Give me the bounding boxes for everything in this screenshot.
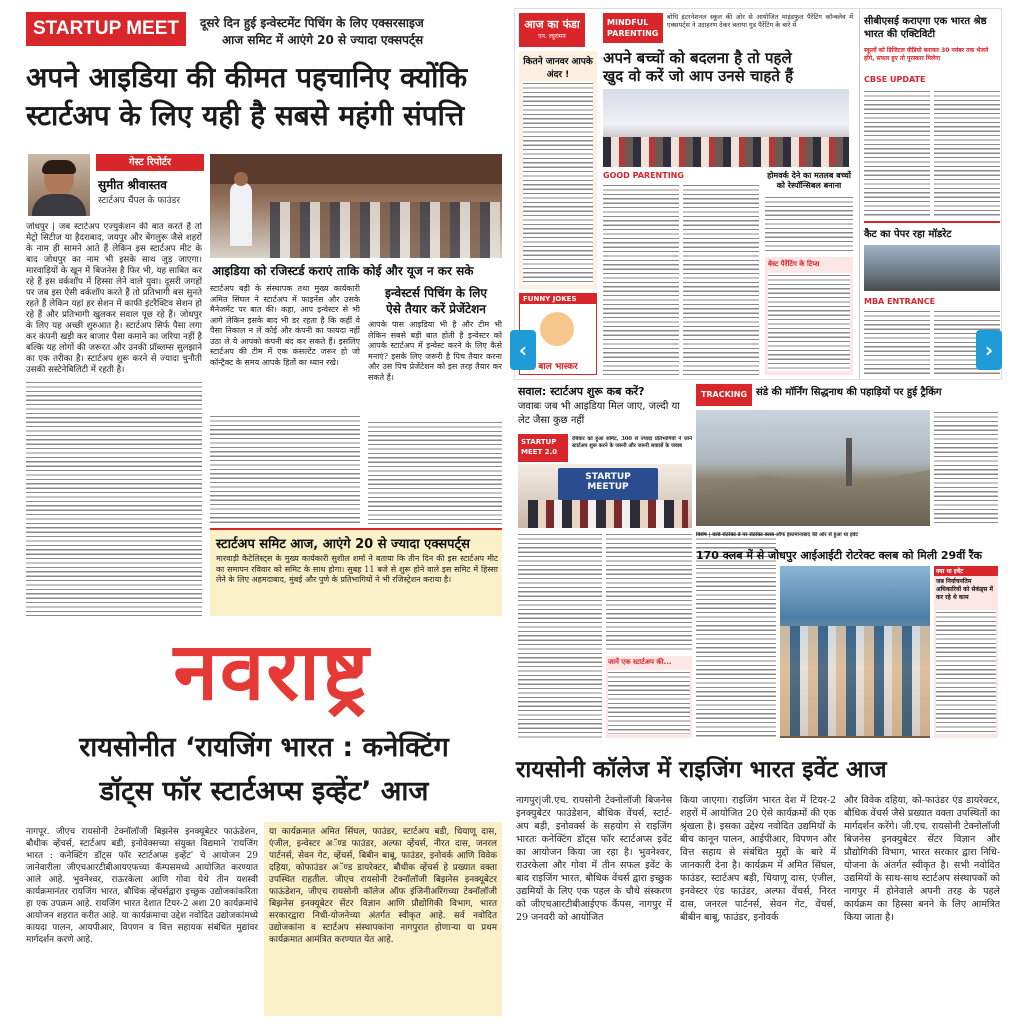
funny-jokes-box: FUNNY JOKES बाल भास्कर xyxy=(519,293,597,375)
photo-caption: आइडिया को रजिस्टर्ड कराएं ताकि कोई और यूज न कर सके xyxy=(212,264,474,278)
mba-label: MBA ENTRANCE xyxy=(864,297,936,306)
rotaract-photo xyxy=(780,566,930,738)
raisoni-col-3: और विवेक दहिया, को-फाउंडर एंड डायरेक्टर, बौधिक वेंचर्स जैसे प्रख्यात वक्ता उपस्थितों का मार्गदर्शन करेंगे। जी.एच. रायसोनी टेक्नोलॉजी बिजनेस इनक्युबेटर सेंटर विज्ञान और प्रौद्योगिकी विभाग, भारत सरकार द्वारा निधि-योजना के अंतर्गत स्वीकृत है। सभी नवोदित उद्यमियों के साथ-साथ स्टार्टअप संस्थापकों को नागपुर में होनेवाले अपनी तरह के पहले कार्यक्रम का हिस्सा बनने के लिए आमंत्रित किया जाता है। xyxy=(844,795,1000,923)
navarashtra-story-left: नागपूर. जीएच रायसोनी टेक्नॉलॉजी बिझनेस इनक्यूबेटर फाऊंडेशन, बौधीक व्हेंचर्स, स्टार्टअप बडी, इनोवेक्सच्या संयुक्त विद्यमाने 'रायजिंग भारत : कनेक्टिंग डॉट्स फॉर स्टार्टअप्स इव्हेंट' चे आयोजन 29 जानेवारीला जीएचआरटीबीआयएफच्या कॅम्पसमध्ये आयोजित करण्यात आले आहे. भुवनेश्वर, राऊरकेला आणि गोवा येथे तीन यशस्वी कार्यक्रमानंतर रायजिंग भारत, बौधिक व्हेंचर्सद्वारा इच्छुक उद्योजकांकरिता हा एक उपक्रम आहे. रायजिंग भारत देशात टियर-2 अशा 20 कार्यक्रमांचे आयोजन शहरात करीत आहे. या कार्यक्रमाचा उद्देश नवोदित उद्योजकांमध्ये कायदा पालन, आयपीआर, विपणन व वित्त सहायक संबंधित मुद्यांवर मार्गदर्शन करणे आहे. xyxy=(26,827,258,945)
mindful-col-1 xyxy=(603,183,679,375)
raisoni-col-1: नागपुर|जी.एच. रायसोनी टेक्नोलॉजी बिजनेस इनक्युबेटर फाउंडेशन, बौधिक वेंचर्स, स्टार्ट-अप बड़ी, इनोवर्क्स के सहयोग से राइजिंग भारतः कनेक्टिंग डॉट्स फॉर स्टार्टअप्स इवेंट का आयोजन किया जा रहा है। भुवनेश्वर, राउरकेला और गोवा में तीन सफल इवेंट के बाद राइजिंग भारत, बौधिक वेंचर्स द्वारा इच्छुक उद्यमियों के लिए एक पहल के चौथे संस्करण को जीएचआरटीबीआईएफ कैंपस, नागपुर में 29 जनवरी को आयोजित xyxy=(516,795,672,923)
raisoni-headline: रायसोनी कॉलेज में राइजिंग भारत इवेंट आज xyxy=(516,757,887,783)
parenting-tips-box: बेस्ट पैरेंटिंग के टिप्स xyxy=(765,257,853,375)
navarashtra-headline-1: रायसोनीत ‘रायजिंग भारत : कनेक्टिंग xyxy=(79,732,449,763)
qa-question: सवाल: स्टार्टअप शुरू कब करें? xyxy=(518,385,645,398)
raisoni-clipping xyxy=(508,746,1004,1020)
mindful-parenting-clipping xyxy=(514,8,1002,380)
mindful-kicker: बोधि इंटरनेशनल स्कूल की ओर से आयोजित माइंडफुल पैरेंटिंग कॉन्क्लेव में एक्सपर्ट्स ने उदाहरण देकर बताया गुड पैरेंटिंग के बारे में xyxy=(667,13,853,29)
good-parenting-label: GOOD PARENTING xyxy=(603,171,684,180)
story-right: आपके पास आइडिया भी है और टीम भी लेकिन सबसे बड़ी बात होती है इन्वेस्टर को आपके स्टार्टअप में इन्वेस्ट करने के लिए कैसे मनाएं? इसके लिए जरूरी है पिच तैयार करना और उस पिच प्रेजेंटेशन को इस तरह तैयार कर सकते हैं। xyxy=(368,320,502,382)
navarashtra-headline-2: डॉट्स फॉर स्टार्टअप्स इव्हेंट’ आज xyxy=(99,776,429,807)
mindful-headline-2: खुद वो करें जो आप उनसे चाहते हैं xyxy=(603,67,794,85)
carousel-next-button[interactable]: › xyxy=(976,330,1002,370)
story-left-continued xyxy=(26,380,202,616)
qa-answer: जवाबः जब भी आइडिया मिल जाए, जल्दी या लेट जैसा कुछ नहीं xyxy=(518,401,680,426)
rotaract-kicker: विशेष | वर्ल्ड रोटरेक्ट डे पर रोटरेक्ट क्लब ऑफ इस्तमानाबाद की ओर से हुआ था इवेंट xyxy=(696,532,858,538)
startup-meet-clipping xyxy=(22,8,504,620)
story-left: जोधपुर | जब स्टार्टअप एज्युकेशन की बात करते हैं तो मेट्रो सिटीज या हैदराबाद, जयपुर और बेंगलुरू जैसे शहरों के नाम ही सामने आते हैं लेकिन इस स्टार्टअप मीट के बाद जोधपुर का नाम भी इसके साथ जुड़ जाएगा। मारवाड़ियों के खून में बिजनेस है फिर भी, यह साबित कर रहे हैं इस वर्कशॉप में हिस्सा लेने वाले युवा। दूसरी जगहों पर जब इस ऐसी वर्कशॉप करते हैं तो प्रतिभागी बस सुनते रहते हैं लेकिन यहां हर सेशन में काफी इंटरैक्टिव सेशन हो रहे हैं और प्रतिभागी खुलकर सवाल पूछ रहे हैं। जोधपुर के लिए यह अच्छी शुरुआत है। स्टार्टअप सिर्फ पैसा लगा कर कंपनी खड़ी कर बाजार पैसा कमाने का जरिया नहीं है बल्कि यह लोगों की जरूरत और उनकी प्रॉब्लम्स सुलझाने का एक तरीका है। स्टार्टअप शुरू करने से ज्यादा चुनौती उसकी सस्टेनेबिलिटी में रहती है। xyxy=(26,222,202,375)
conclave-photo xyxy=(603,89,849,167)
headline-line-1: अपने आइडिया की कीमत पहचानिए क्योंकि xyxy=(26,61,468,94)
cat-photo xyxy=(864,245,1000,291)
mindful-headline-1: अपने बच्चों को बदलना है तो पहले xyxy=(603,49,792,67)
aaj-ka-funda-tag: आज का फंडा एन. रघुरामन xyxy=(519,13,585,47)
mindful-section-label: MINDFUL PARENTING xyxy=(603,13,663,43)
qa-sub: रविवार को हुआ समिट, 300 से ज्यादा प्रतिभागियों ने जाने स्टार्टअप शुरू करने के जरूरी और जरूरी सवालों के जवाब xyxy=(572,436,692,449)
seminar-photo xyxy=(210,154,502,258)
startup-meet-2-badge: STARTUP MEET 2.0 xyxy=(518,434,568,462)
tracking-label: TRACKING xyxy=(696,384,752,406)
summit-box-body: मारवाड़ी कैटेलिस्ट्स के मुख्य कार्यकारी सुशील शर्मा ने बताया कि तीन दिन की इस स्टार्टअप मीट का समापन रविवार को समिट के साथ होगा। सुबह 11 बजे से शुरू होने वाले इस समिट में हिस्सा लेने के लिए अहमदाबाद, मुंबई और पुणे के प्रतिभागियों ने भी रजिस्ट्रेशन कराया है। xyxy=(216,554,498,584)
reporter-name: सुमीत श्रीवास्तव xyxy=(98,178,167,192)
carousel-prev-button[interactable]: ‹ xyxy=(510,330,536,370)
navarashtra-story-right: या कार्यक्रमात अमित सिंघल, फाउंडर, स्टार्टअप बडी, धियाणू दास, एंजील, इन्वेस्टर अॅण्ड फाउंडर, अल्फा व्हेंचर्स, नीरत दास, जनरल पार्टनर्स, सेवन गेट, व्हेंचर्स, बिबीन बाबू, फाउंडर, इनोवर्क आणि विवेक दहिया, कोफाउंडर अॅण्ड डायरेक्टर, बौधीक व्हेंचर्स हे प्रख्यात वक्ता उपस्थित राहतील. जीएच रायसोनी टेक्नॉलॉजी बिझनेस इनक्यूबेटर फाऊंडेशन, जीएच रायसोनी कॉलेज ऑफ इंजिनीअरिंगच्या टेक्नॉलॉजी बिझनेस इनक्यूबेटर सेंटर विज्ञान आणि प्रौद्योगिकी विभाग, भारत सरकारद्वारा निधी-योजनेच्या अंतर्गत स्वीकृत आहे. सर्व नवोदित उद्योजकांना व स्टार्टअप संस्थापकांना नागपुरात होणाऱ्या या प्रथम कार्यक्रमात आमंत्रित करण्यात येत आहे. xyxy=(264,822,502,1016)
rotaract-side-box: क्या था इवेंट जब निर्वाचनतिम अधिकारियों को सेकंड्स में कर रहे थे काम xyxy=(934,566,998,738)
headline-line-2: स्टार्टअप के लिए यही है सबसे महंगी संपत्ति xyxy=(26,99,465,132)
tracking-headline: संडे की मॉर्निंग सिद्धनाथ की पहाड़ियों पर हुई ट्रैकिंग xyxy=(756,387,942,398)
cbse-sub: स्कूलों को डिजिटल वीडियो बनाकर 30 नवंबर तक भेजने होंगे, सफल हुए तो पुरस्कार मिलेगा xyxy=(864,47,989,62)
cat-box: कैट का पेपर रहा मॉडरेट xyxy=(864,221,1000,241)
trekking-photo xyxy=(696,410,930,526)
reporter-photo xyxy=(28,154,90,216)
story-mid: स्टार्टअप बड़ी के संस्थापक तथा मुख्य कार्यकारी अमित सिंघल ने स्टार्टअप में फाइनेंस और उसके मैनेजमेंट पर बात की। कहा, आप इन्वेस्टर से भी आगे लेकिन इसके बाद भी डर रहता है कि कहीं वे पैसा निकाल न लें कोई और कंपनी का फायदा नहीं उठा ले ये आपको कंपनी बंद कर सकते हैं। इसलिए स्टार्टअप की टीम में एक कंसल्टेंट जरूर हो जो कॉन्ट्रैक्ट के समय आपके हितों का ध्यान रखे। xyxy=(210,284,360,367)
summit-box-headline: स्टार्टअप समिट आज, आएंगे 20 से ज्यादा एक्सपर्ट्स xyxy=(216,537,470,552)
reporter-role: स्टार्टअप चैंपल के फाउंडर xyxy=(98,196,181,206)
rotaract-headline: 170 क्लब में से जोधपुर आईआईटी रोटरेक्ट क्लब को मिली 29वीं रैंक xyxy=(696,549,982,562)
homework-subhead: होमवर्क देने का मतलब बच्चों को रेस्पॉन्सिबल बनाना xyxy=(767,171,851,190)
story-mid-continued xyxy=(210,414,360,524)
subhead-2: ऐसे तैयार करें प्रेजेंटेशन xyxy=(386,302,486,316)
kicker: दूसरे दिन हुई इन्वेस्टमेंट पिचिंग के लिए एक्सरसाइज xyxy=(200,16,424,30)
side-question-box: कितने जानवर आपके अंदर ! xyxy=(519,51,597,289)
mindful-col-3 xyxy=(765,195,853,253)
subhead: इन्वेस्टर्स पिचिंग के लिए xyxy=(384,286,488,300)
startup-qa-clipping xyxy=(514,382,1002,742)
navarashtra-masthead: नवराष्ट्र xyxy=(173,625,371,718)
story-right-continued xyxy=(368,420,502,524)
cbse-headline: सीबीएसई कराएगा एक भारत श्रेष्ठ भारत की एक्टिविटी xyxy=(864,16,987,40)
navarashtra-clipping xyxy=(22,624,504,1020)
summit-box xyxy=(210,528,502,616)
kicker-2: आज समिट में आएंगे 20 से ज्यादा एक्सपर्ट्स xyxy=(222,33,424,47)
cbse-update-label: CBSE UPDATE xyxy=(864,75,926,84)
cbse-column xyxy=(859,9,1002,380)
qa-highlight-box: जानें एक स्टार्टअप की... xyxy=(606,656,692,738)
mindful-col-2 xyxy=(683,183,759,375)
reporter-badge: गेस्ट रिपोर्टर xyxy=(96,154,204,171)
section-label: STARTUP MEET xyxy=(26,12,186,46)
cartoon-icon xyxy=(540,312,574,346)
startup-meetup-photo: STARTUP MEETUP xyxy=(518,464,692,528)
raisoni-col-2: किया जाएगा। राइजिंग भारत देश में टियर-2 शहरों में आयोजित 20 ऐसे कार्यक्रमों की एक श्रृंखला है। इसका उद्देश्य नवोदित उद्यमियों के बीच कानून पालन, आईपीआर, विपणन और वित्त सहाय से संबंधित मुद्दों के बारे में जानकारी देना है। कार्यक्रम में अमित सिंघल, फाउंडर, स्टार्टअप बड़ी, धियाणू दास, एंजील, इनवेस्टर एंड फाउंडर, अल्फा वेंचर्स, निरत दास, जनरल पार्टनर्स, सेवन गेट, वेंचर्स, बीबीन बाबू, फाउंडर, इनोवर्क xyxy=(680,795,836,923)
